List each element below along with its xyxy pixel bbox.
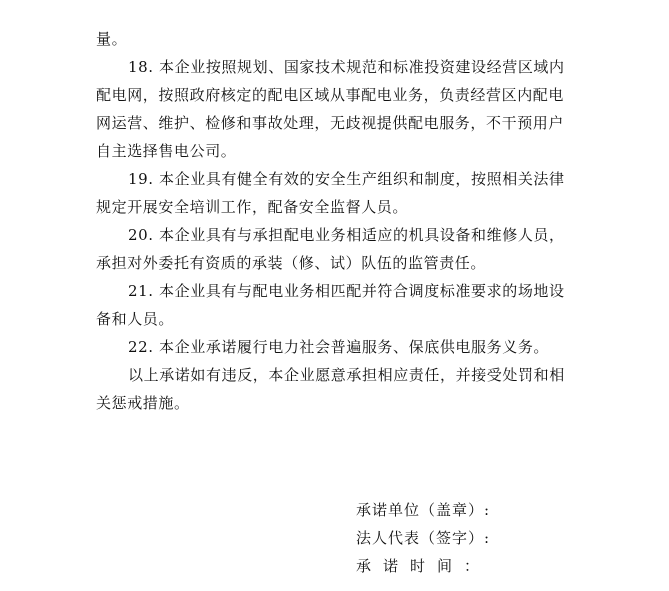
item-21-line-2: 备和人员。 [96, 310, 175, 328]
item-22-line-1: 22. 本企业承诺履行电力社会普遍服务、保底供电服务义务。 [128, 338, 550, 356]
item-20-line-1: 20. 本企业具有与承担配电业务相适应的机具设备和维修人员， [128, 226, 565, 244]
item-19-line-1: 19. 本企业具有健全有效的安全生产组织和制度，按照相关法律 [128, 170, 565, 188]
item-18-line-1: 18. 本企业按照规划、国家技术规范和标准投资建设经营区域内 [128, 58, 565, 76]
item-21-line-1: 21. 本企业具有与配电业务相匹配并符合调度标准要求的场地设 [128, 282, 565, 300]
text-line-1: 量。 [96, 30, 128, 48]
signature-unit: 承诺单位（盖章）: [356, 501, 491, 519]
signature-representative: 法人代表（签字）: [356, 529, 491, 547]
closing-line-1: 以上承诺如有违反，本企业愿意承担相应责任，并接受处罚和相 [128, 366, 565, 384]
item-18-line-3: 网运营、维护、检修和事故处理，无歧视提供配电服务，不干预用户 [96, 114, 565, 132]
signature-time: 承诺时间： [356, 557, 492, 575]
closing-line-2: 关惩戒措施。 [96, 394, 190, 412]
item-18-line-4: 自主选择售电公司。 [96, 142, 237, 160]
item-18-line-2: 配电网，按照政府核定的配电区域从事配电业务，负责经营区内配电 [96, 86, 565, 104]
item-20-line-2: 承担对外委托有资质的承装（修、试）队伍的监管责任。 [96, 254, 487, 272]
item-19-line-2: 规定开展安全培训工作，配备安全监督人员。 [96, 198, 409, 216]
